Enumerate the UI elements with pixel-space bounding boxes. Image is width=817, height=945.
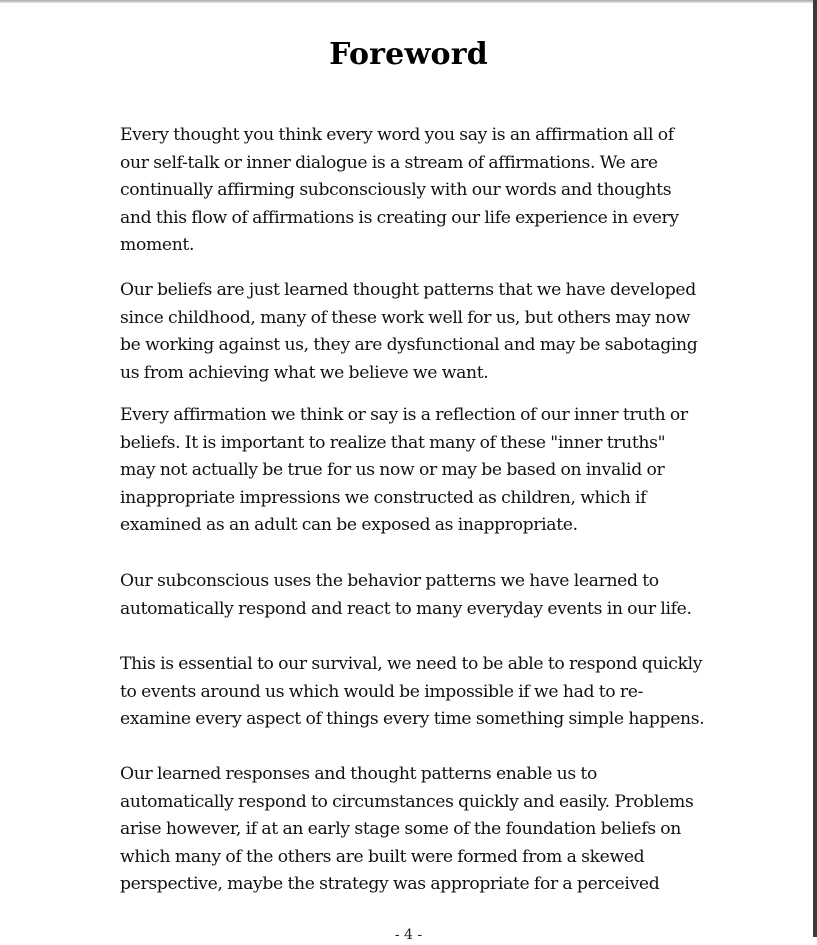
text-line: moment.	[120, 235, 195, 255]
viewer-right-border	[813, 0, 817, 937]
text-line: may not actually be true for us now or may be based on invalid or	[120, 460, 665, 480]
text-line: examined as an adult can be exposed as inappropriate.	[120, 515, 578, 535]
page-title: Foreword	[329, 37, 488, 72]
text-line: Our subconscious uses the behavior patterns we have learned to	[120, 571, 659, 591]
text-line: our self-talk or inner dialogue is a stream of affirmations. We are	[120, 152, 658, 173]
paragraph-5	[120, 651, 705, 734]
text-line: arise however, if at an early stage some of the foundation beliefs on	[120, 819, 682, 839]
text-line: since childhood, many of these work well for us, but others may now	[120, 307, 691, 328]
text-line: us from achieving what we believe we want.	[120, 362, 489, 383]
page-number: - 4 -	[394, 927, 423, 943]
text-line: automatically respond to circumstances quickly and easily. Problems	[120, 791, 694, 812]
paragraph-2	[120, 277, 700, 387]
text-line: perspective, maybe the strategy was appropriate for a perceived	[120, 874, 660, 894]
viewer-top-border	[0, 0, 817, 3]
text-line: continually affirming subconsciously with our words and thoughts	[120, 180, 672, 200]
paragraph-3	[120, 402, 700, 540]
paragraph-6	[120, 761, 700, 899]
text-line: automatically respond and react to many everyday events in our life.	[120, 598, 692, 619]
text-line: Every thought you think every word you say is an affirmation all of	[120, 125, 674, 145]
paragraph-1	[120, 122, 700, 260]
text-line: be working against us, they are dysfunctional and may be sabotaging	[120, 335, 698, 355]
text-line: and this flow of affirmations is creating our life experience in every	[120, 207, 679, 228]
text-line: Our learned responses and thought patterns enable us to	[120, 764, 597, 784]
text-line: beliefs. It is important to realize that many of these "inner truths"	[120, 432, 666, 453]
paragraph-4	[120, 568, 700, 623]
text-line: Every affirmation we think or say is a reflection of our inner truth or	[120, 405, 688, 425]
text-line: which many of the others are built were formed from a skewed	[120, 846, 645, 867]
text-line: inappropriate impressions we constructed as children, which if	[120, 487, 647, 508]
text-line: Our beliefs are just learned thought patterns that we have developed	[120, 280, 696, 300]
text-line: This is essential to our survival, we need to be able to respond quickly	[120, 654, 703, 674]
text-line: examine every aspect of things every time something simple happens.	[120, 709, 705, 729]
text-line: to events around us which would be impossible if we had to re-	[120, 681, 644, 702]
